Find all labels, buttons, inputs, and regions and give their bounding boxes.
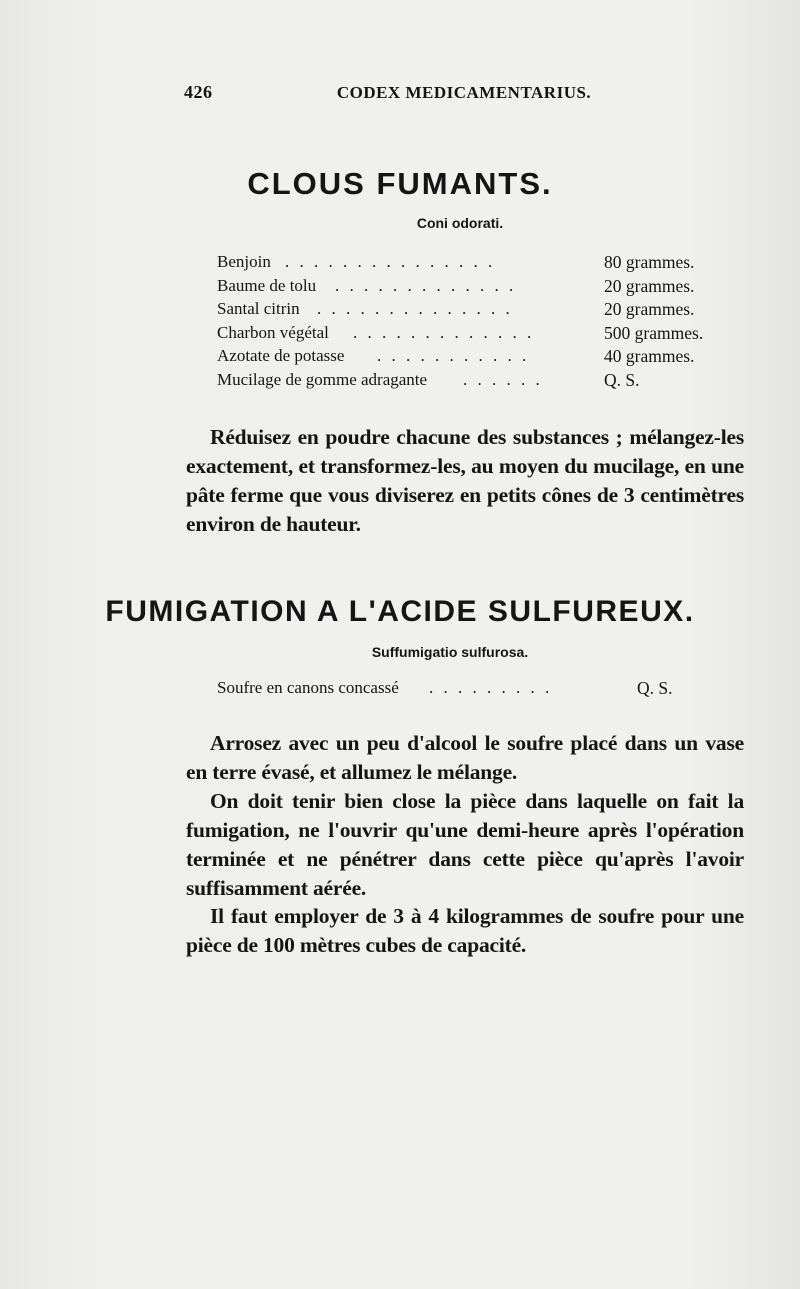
ingredient-quantity: Q. S. (604, 369, 640, 390)
dot-leader: . . . . . . . . . . . (377, 346, 530, 365)
ingredient-row (217, 345, 717, 369)
ingredient-name: Soufre en canons concassé (217, 678, 399, 697)
ingredient-row (217, 677, 717, 701)
ingredient-quantity: 500 grammes. (604, 322, 704, 343)
ingredient-name: Benjoin (217, 252, 271, 271)
dot-leader: . . . . . . . . . . . . . . (317, 299, 513, 318)
section-title-clous-fumants: CLOUS FUMANTS. (247, 166, 553, 201)
dot-leader: . . . . . . . . . (429, 678, 553, 697)
latin-subtitle-suffumigatio: Suffumigatio sulfurosa. (371, 644, 529, 660)
ingredient-quantity: 40 grammes. (604, 346, 695, 366)
paragraph-text: Réduisez en poudre chacune des substances ; mélangez-les exactement, et transformez-les, au moyen du mucilage, en une pâte ferme que vous diviserez en petits cônes de 3 centimètres environ de hauteur. (186, 425, 744, 536)
ingredient-row (217, 322, 717, 346)
dot-leader: . . . . . . . . . . . . . (335, 275, 517, 295)
ingredient-quantity: Q. S. (637, 678, 673, 698)
page-number: 426 (184, 82, 213, 102)
ingredient-list (217, 677, 717, 701)
dot-leader: . . . . . . (463, 369, 543, 389)
latin-subtitle-coni-odorati: Coni odorati. (416, 215, 504, 231)
page-header (184, 82, 744, 108)
ingredient-quantity: 20 grammes. (604, 275, 695, 296)
ingredient-name: Santal citrin (217, 299, 300, 318)
ingredient-name: Mucilage de gomme adragante (217, 369, 428, 389)
ingredient-row (217, 275, 717, 299)
running-title: CODEX MEDICAMENTARIUS. (336, 83, 592, 102)
ingredient-row (217, 298, 717, 322)
ingredient-name: Baume de tolu (217, 275, 317, 295)
ingredient-row (217, 369, 717, 393)
paragraph-fumigation-room: On doit tenir bien close la pièce dans laquelle on fait la fumigation, ne l'ouvrir qu'une demi-heure après l'opération terminée et ne pénétrer dans cette pièce qu'après l'avoir suffisamment aérée. (186, 789, 744, 900)
paragraph-text: Arrosez avec un peu d'alcool le soufre placé dans un vase en terre évasé, et allumez le mélange. (186, 731, 744, 784)
ingredient-quantity: 80 grammes. (604, 252, 695, 272)
ingredient-list (217, 251, 717, 392)
paragraph-quantity: Il faut employer de 3 à 4 kilogrammes de soufre pour une pièce de 100 mètres cubes de capacité. (186, 904, 744, 957)
ingredient-name: Azotate de potasse (217, 346, 345, 365)
ingredient-quantity: 20 grammes. (604, 299, 695, 319)
dot-leader: . . . . . . . . . . . . . . . (285, 252, 496, 271)
ingredient-row (217, 251, 717, 275)
paragraph-arrosez (186, 729, 744, 787)
dot-leader: . . . . . . . . . . . . . (353, 322, 535, 342)
section-title-fumigation: FUMIGATION A L'ACIDE SULFUREUX. (105, 595, 695, 628)
paragraph-instructions-clous (186, 423, 744, 539)
ingredient-name: Charbon végétal (217, 322, 329, 342)
